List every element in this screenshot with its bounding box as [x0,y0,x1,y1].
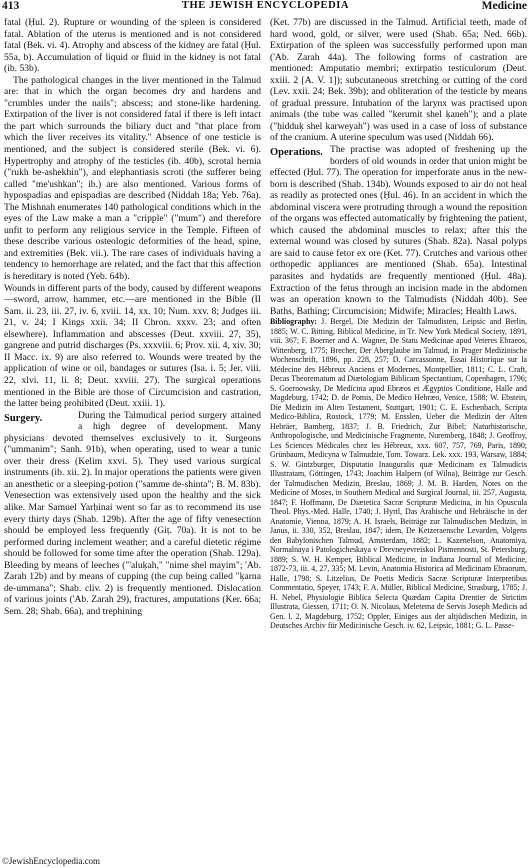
section-label-surgery: Surgery. [4,412,43,424]
paragraph-operations: The practise was adopted of freshening up the borders of old wounds in order that union might be effected (Ḥul. 77). The operation for imperforate anus in the new-born is described (Shab. 134b). Wounds exposed to air do not heal as readily as protected ones (Ḥul. 46). In an accident in which the abdominal viscera were protruding through a wound the reposition of the organs was effected automatically by frightening the patient, which caused the abdominal muscles to relax; after this the external wound was closed by sutures (Shab. 82a). Nasal polyps are said to cause fetor ex ore (Ket. 77). Crutches and various other orthopedic appliances are mentioned (Shab. 65a). Intestinal parasites and hydatids are frequently mentioned (Ḥul. 48a). Extraction of the fetus through an incision made in the abdomen was an operation known to the Talmudists (Niddah 40b). See Baths, Bathing; Circumcision; Midwife; Miracles; Health Laws. [270,144,527,317]
paragraph-surgery: During the Talmudical period surgery attained a high degree of development. Many physicians devoted themselves exclusively to it. Surgeons ("ummanim"; Sanh. 91b), when operating, used to wear a tunic over their dress (Kelim xxvi. 5). They used various surgical instruments (ib. xii. 2). In major operations the patients were given an anesthetic or a sleeping-potion ("samme de-shinta"; B. M. 83b). Venesection was extensively used upon the healthy and the sick alike. Mar Samuel Yarḥinai went so far as to recommend its use every thirty days (Shab. 129b). After the age of fifty venesection should be employed less frequently (Giṭ. 70a). It is not to be performed during inclement weather; and a careful dietetic régime should be followed for some time after the operation (Shab. 129a). Bleeding by means of leeches ("'aluḳah," "nime shel mayim"; 'Ab. Zarah 12b) and by means of cupping (the cup being called "ḳarna de-ummana"; Shab. cliv. 2) is frequently mentioned. Dislocation of various joints ('Ab. Zarah 29), fractures, amputations (Ker. 66a; Sem. 28; Shab. 66a), and trephining [4,409,261,617]
page-header [0,0,531,16]
section-label-operations: Operations. [270,147,323,159]
right-column [270,17,527,631]
paragraph-organs: fatal (Ḥul. 2). Rupture or wounding of the spleen is considered fatal. Ablation of the uterus is mentioned and is not considered fatal (Bek. vi. 4). Atrophy and abscess of the kidney are fatal (Ḥul. 55a, b). Accumulation of liquid or fluid in the kidney is not fatal (ib. 53b). [4,17,261,75]
bibliography-label: Bibliography: [270,317,317,327]
publication-title: THE JEWISH ENCYCLOPEDIA [181,0,350,11]
running-head: Medicine [481,0,527,12]
left-column [4,17,261,617]
bibliography [270,317,527,631]
page-number: 413 [2,0,20,12]
paragraph-teeth: (Ket. 77b) are discussed in the Talmud. Artificial teeth, made of hard wood, gold, or silver, were used (Shab. 65a; Ned. 66b). Extirpation of the spleen was successfully performed upon man ('Ab. Zarah 44a). The following forms of castration are mentioned: Amputatio membri; extirpatio testiculorum (Deut. xxiii. 2 [A. V. 1]); subcutaneous stretching or cutting of the cord (Lev. xxii. 24; Bek. 39b); and obliteration of the testicle by means of gradual pressure. Intubation of the larynx was practised upon animals (the tube was called "kerumit shel ḳaneh"); and a plate ("ḥidduḳ shel karweyah") was used in a case of loss of substance of the cranium. A uterine speculum was used (Niddah 66). [270,17,527,144]
paragraph-pathology: The pathological changes in the liver mentioned in the Talmud are: that in which the organ becomes dry and hardens and "crumbles under the nails"; abscess; and stone-like hardening. Extirpation of the liver is not considered fatal if there is left intact the part which surrounds the biliary duct and "that place from which the liver receives its vitality." Absence of one testicle is mentioned, and the subject is considered sterile (Bek. vi. 6). Hypertrophy and atrophy of the testicles (ib. 40b), scrotal hernia ("rukh be-ashekhin"), and elephantiasis scroti (the sufferer being called "me'ushkan"; ib.) are also mentioned. Various forms of hypospadias and epispadias are described (Niddah 18a; Yeb. 76a). The Mishnah enumerates 140 pathological conditions which in the eyes of the Law make a man a "cripple" ("mum") and therefore unfit to perform any religious service in the Temple. Fifteen of these describe various osteologic deformities of the head, spine, and extremities (Bek. vii.). The rare cases of individuals having a tendency to hemorrhage are related, and the fact that this affection is hereditary is noted (Yeb. 64b). [4,74,261,283]
paragraph-wounds: Wounds in different parts of the body, caused by different weapons—sword, arrow, hammer, etc.—are mentioned in the Bible (II Sam. ii. 23, iii. 27, iv. 6, xviii. 14, xx. 10; Num. xxv. 8; Judges iii. 21, v. 24; I Kings xxii. 34; II Chron. xxxv. 23; and often elsewhere). Inflammation and abscesses (Deut. xxviii. 27, 35), gangrene and putrid discharges (Ps. xxxviii. 6; Prov. xii. 4, xiv. 30; II Macc. ix. 9) are also referred to. Wounds were treated by the application of wine or oil, bandages or sutures (Isa. i. 5; Jer. viii. 22, xlvi. 11, li. 8; Deut. xxviii. 27). The surgical operations mentioned in the Bible are those of Circumcision and castration, the latter being prohibited (Deut. xxiii. 1). [4,282,261,410]
footer-credit[interactable]: ©JewishEncyclopedia.com [2,856,101,866]
bibliography-text: J. Bergel, Die Medizin der Talmudisten, Leipsic and Berlin, 1885; W. C. Bitting, Biblical Medicine, in Tr. New York Medical Society, 1891, viii. 367; F. Boerner and A. Wagner, De Statu Medicinae apud Veteres Ebraeos, Wittenberg, 1775; Brecher, Der Aberglaube im Talmud, in Prager Medizinische Wochenschrift, 1896, pp. 228, 257; D. Carcassonne, Essai Historique sur la Médecine des Hébreux Anciens et Modernes, Montpellier, 1811; C. L. Craft, Decas Theorematum ad Diætologiam Biblicam Spectantium, Copenhagen, 1796; S. Goernowsky, De Medicina apud Ebræos et Ægyptios Conditione, Halle and Magdeburg, 1742; D. de Pomis, De Medico Hebræo, Venice, 1588; W. Ebstein, Die Medizin im Alten Testament, Stuttgart, 1901; C. E. Eschenbach, Scripta Medico-Biblica, Rostock, 1779; M. Ensslen, Ueber die Medizin der Alten Hebräer, Bamberg, 1837; J. B. Friedrich, Zur Bibel; Naturhistorische, Anthropologische, und Medicinische Fragmente, Nuremberg, 1848; J. Geoffroy, Les Sciences Médicales chez les Hébreux, xxx. 607, 757, 769, Paris, 1890; Grünbaum, Medicyna w Talmudzie, Tom. Towarz. Lek. xxx. 193, Warsaw, 1884; S. W. Gintzburger, Disputatio Inauguralis quæ Medicinam ex Talmudicis Illustratam, Göttingen, 1743; Joachim Halpern (of Wilna), Beiträge zur Gesch. der Talmudischen Medizin, Breslau, 1869; J. M. B. Harden, Notes on the Medicine of Moses, in Southern Medical and Surgical Journal, iii. 257, Augusta, 1847; F. Hoffmann, De Diætetica Sacræ Scripturæ Medicina, in his Opuscula Theol. Phys.-Med. Halle, 1740; J. Hyrtl, Das Arabische und Hebräische in der Anatomie, Vienna, 1879; A. H. Israels, Beiträge zur Talmudischen Medizin, in Janus, ii. 330, 352, Breslau, 1847; idem, De Ketzeraensche Levarden, Volgens den Babylonischen Talmud, Amsterdam, 1882; L. Kazenelson, Anatomiya, Normalnaya i Patologicheskaya v Drevneyevreiskoi Pismennosti, St. Petersburg, 1889; S. W. H. Kemper, Biblical Medicine, in Indiana Journal of Medicine, 1872-73, iii. 4, 27, 335; M. Levin, Anatomia Historica ad Medicinam Ebraorum, Halle, 1798; S. Litzelius, De Poetis Medicis Sacræ Scripturæ Interpretibus Commentatio, Speyer, 1743; F. A. Müller, Biblical Medicine, Strasburg, 1785; J. H. Nebel, Physiologie Biblica Selecta Quædam Capita Drentier de Strictim Illustrata, Giessen, 1711; O. N. Nicolaus, Meletema de Servis Joseph Medicis ad Gen. l. 2, Magdeburg, 1752; Oppler, Einiges aus der altjüdischen Medizin, in Deutsches Archiv für Medicinische Gesch. iv. 62, Leipsic, 1881; G. L. Passe- [270,317,527,631]
